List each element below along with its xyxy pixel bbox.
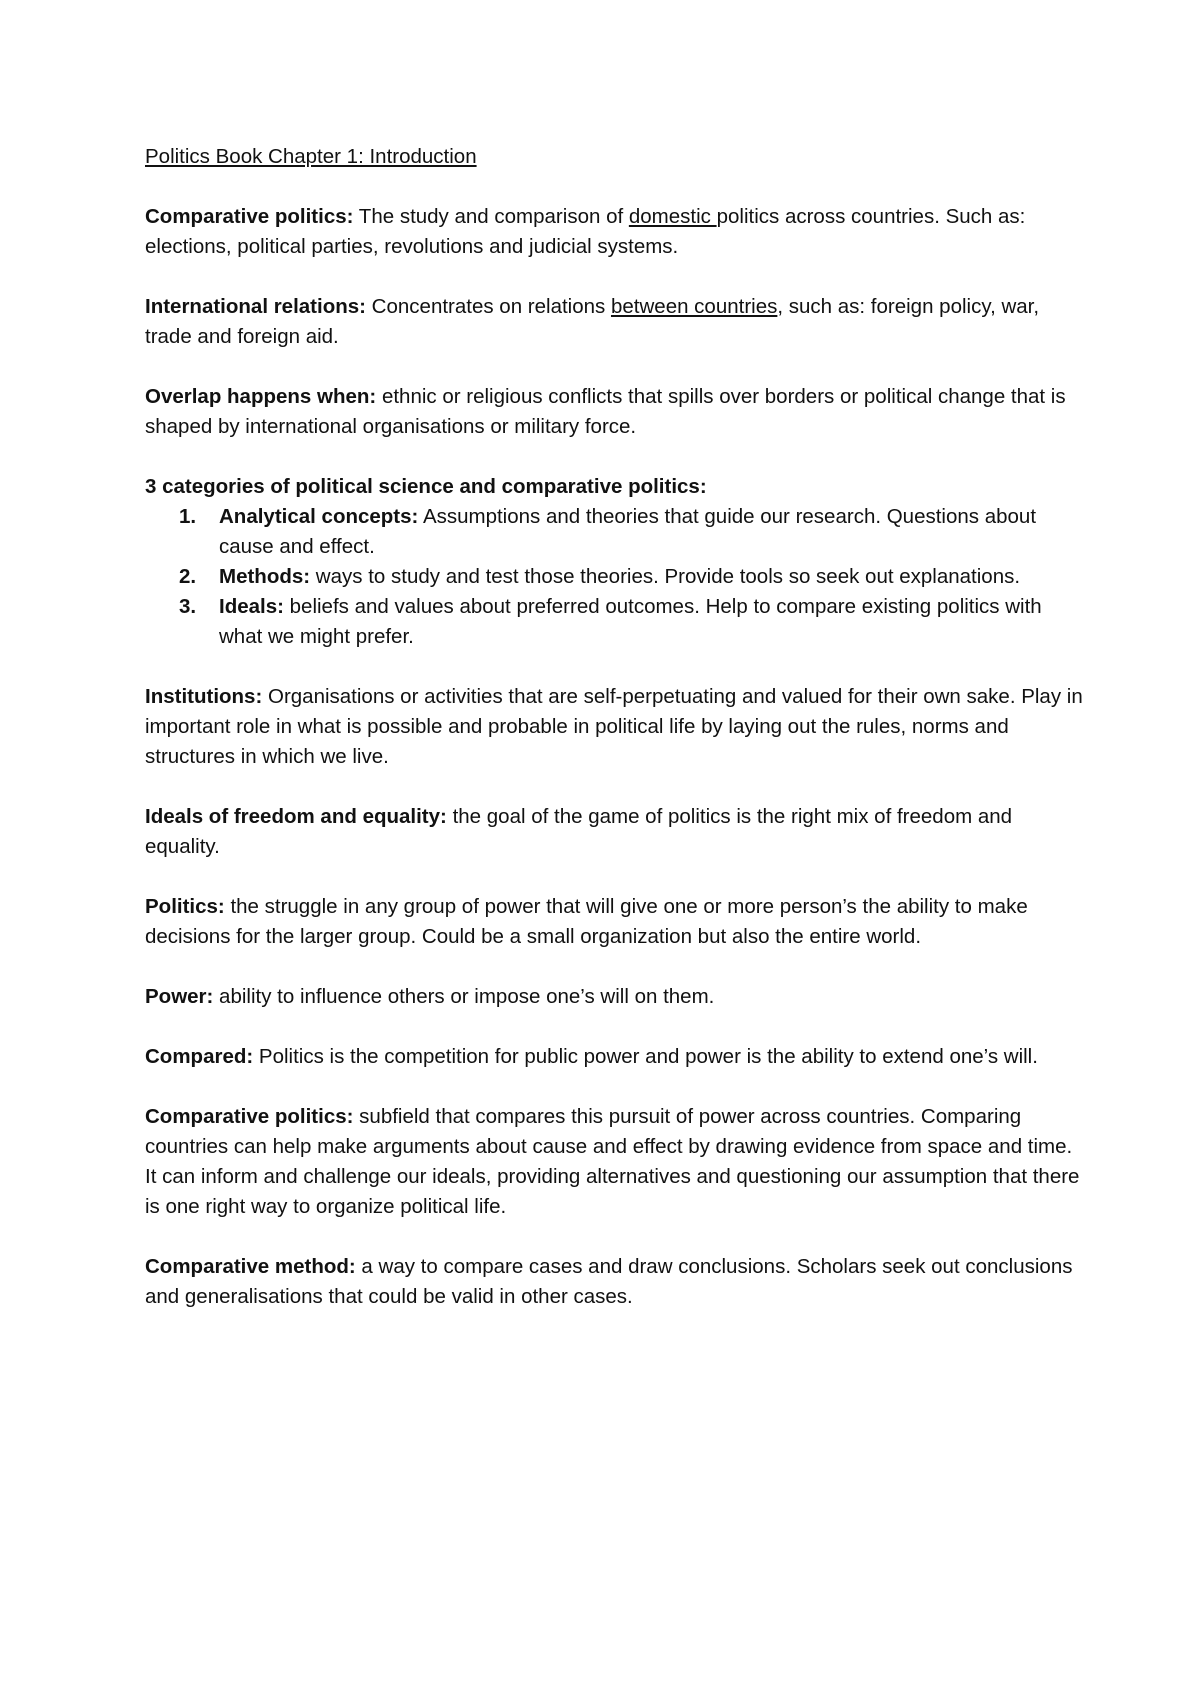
paragraph-comparative-politics-2 (145, 1102, 1085, 1222)
term-ideals: Ideals: (219, 595, 284, 618)
paragraph-compared (145, 1042, 1085, 1072)
list-number: 1. (179, 505, 197, 528)
text-analytical-concepts: Assumptions and theories that guide our research. Questions about cause and effect. (219, 505, 1037, 558)
term-comparative-politics-2: Comparative politics: (145, 1105, 354, 1128)
text-comparative-politics-before: The study and comparison of (353, 205, 629, 228)
list-item (145, 592, 1085, 652)
underlined-between-countries: between countries (610, 295, 778, 318)
term-institutions: Institutions: (145, 685, 263, 708)
list-number: 2. (179, 565, 197, 588)
document-title: Politics Book Chapter 1: Introduction (145, 145, 477, 168)
text-compared: Politics is the competition for public power and power is the ability to extend one’s will. (253, 1045, 1038, 1068)
paragraph-politics (145, 892, 1085, 952)
text-overlap: ethnic or religious conflicts that spills over borders or political change that is shaped by international organisations or military force. (145, 385, 1066, 438)
paragraph-ideals-freedom (145, 802, 1085, 862)
text-comparative-politics-2: subfield that compares this pursuit of power across countries. Comparing countries can help make arguments about cause and effect by drawing evidence from space and time. It can inform and challenge our ideals, providing alternatives and questioning our assumption that there is one right way to organize political life. (145, 1105, 1080, 1218)
paragraph-institutions (145, 682, 1085, 772)
text-international-relations-after: , such as: foreign policy, war, trade and foreign aid. (145, 295, 1040, 348)
paragraph-comparative-method (145, 1252, 1085, 1312)
text-politics: the struggle in any group of power that will give one or more person’s the ability to make decisions for the larger group. Could be a small organization but also the entire world. (145, 895, 1028, 948)
paragraph-international-relations (145, 292, 1085, 352)
text-power: ability to influence others or impose one’s will on them. (213, 985, 715, 1008)
term-compared: Compared: (145, 1045, 254, 1068)
underlined-domestic: domestic (628, 205, 717, 228)
paragraph-power (145, 982, 1085, 1012)
list-number: 3. (179, 595, 197, 618)
term-overlap: Overlap happens when: (145, 385, 377, 408)
term-politics: Politics: (145, 895, 225, 918)
text-methods: ways to study and test those theories. Provide tools so seek out explanations. (310, 565, 1021, 588)
text-international-relations-before: Concentrates on relations (365, 295, 611, 318)
text-comparative-politics-after: politics across countries. Such as: elections, political parties, revolutions and judicial systems. (145, 205, 1026, 258)
text-institutions: Organisations or activities that are self-perpetuating and valued for their own sake. Play in important role in what is possible and probable in political life by laying out the rules, norms and structures in which we live. (145, 685, 1083, 768)
term-comparative-politics: Comparative politics: (145, 205, 354, 228)
document-page (145, 142, 1085, 1342)
term-analytical-concepts: Analytical concepts: (219, 505, 419, 528)
text-ideals: beliefs and values about preferred outcomes. Help to compare existing politics with what we might prefer. (219, 595, 1042, 648)
categories-list (145, 502, 1085, 652)
text-ideals-freedom: the goal of the game of politics is the right mix of freedom and equality. (145, 805, 1013, 858)
term-power: Power: (145, 985, 214, 1008)
categories-heading: 3 categories of political science and comparative politics: (145, 475, 707, 498)
term-ideals-freedom: Ideals of freedom and equality: (145, 805, 447, 828)
paragraph-overlap (145, 382, 1085, 442)
list-item (145, 562, 1085, 592)
term-international-relations: International relations: (145, 295, 366, 318)
paragraph-comparative-politics (145, 202, 1085, 262)
list-item (145, 502, 1085, 562)
term-comparative-method: Comparative method: (145, 1255, 356, 1278)
term-methods: Methods: (219, 565, 311, 588)
text-comparative-method: a way to compare cases and draw conclusions. Scholars seek out conclusions and generalisations that could be valid in other cases. (145, 1255, 1073, 1308)
